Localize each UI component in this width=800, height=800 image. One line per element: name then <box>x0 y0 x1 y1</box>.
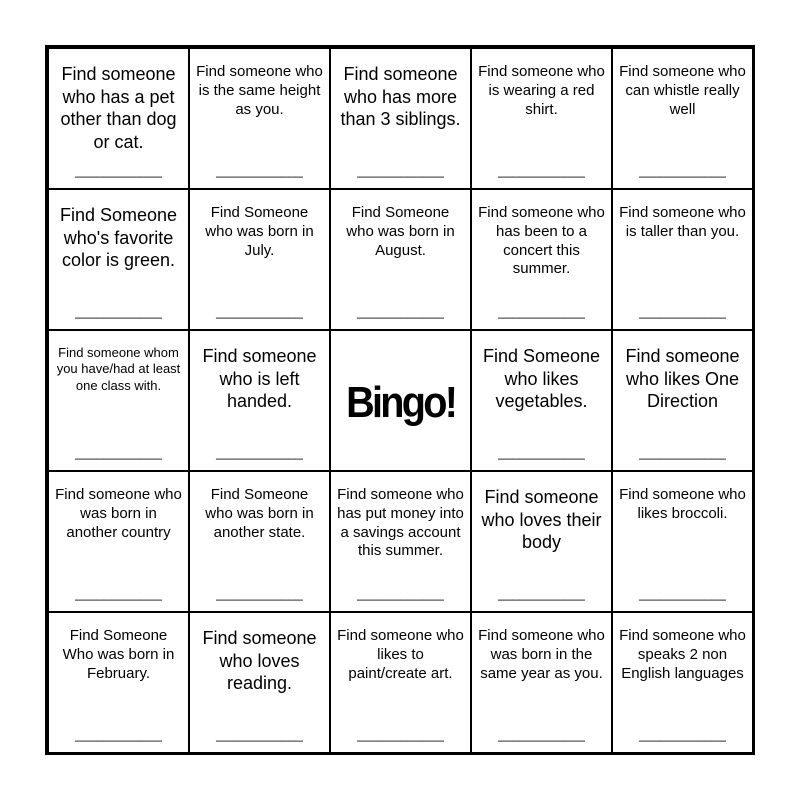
signature-line: ____________ <box>639 445 726 460</box>
bingo-cell <box>189 471 330 612</box>
bingo-cell <box>471 612 612 753</box>
cell-prompt: Find Someone who was born in August. <box>346 204 455 259</box>
signature-line: ____________ <box>357 163 444 178</box>
signature-line: ____________ <box>498 445 585 460</box>
bingo-cell <box>471 471 612 612</box>
bingo-cell <box>48 48 189 189</box>
bingo-cell <box>471 330 612 471</box>
cell-prompt: Find someone who speaks 2 non English languages <box>619 627 746 682</box>
bingo-cell <box>189 48 330 189</box>
bingo-cell <box>612 330 753 471</box>
bingo-cell <box>612 471 753 612</box>
signature-line: ____________ <box>357 586 444 601</box>
bingo-board <box>45 45 755 755</box>
signature-line: ____________ <box>639 304 726 319</box>
signature-line: ____________ <box>216 445 303 460</box>
bingo-cell <box>612 189 753 330</box>
cell-prompt: Find Someone who likes vegetables. <box>482 346 601 411</box>
signature-line: ____________ <box>639 727 726 742</box>
bingo-cell <box>48 330 189 471</box>
cell-prompt: Find someone who has put money into a savings account this summer. <box>337 486 464 560</box>
bingo-cell <box>471 189 612 330</box>
signature-line: ____________ <box>75 727 162 742</box>
cell-prompt: Find someone who is left handed. <box>202 346 317 411</box>
signature-line: ____________ <box>75 445 162 460</box>
bingo-cell <box>48 612 189 753</box>
cell-prompt: Find Someone Who was born in February. <box>62 627 175 682</box>
cell-prompt: Find someone who likes broccoli. <box>619 486 746 522</box>
signature-line: ____________ <box>216 304 303 319</box>
signature-line: ____________ <box>498 304 585 319</box>
bingo-cell <box>330 189 471 330</box>
bingo-cell <box>189 189 330 330</box>
cell-prompt: Find someone who is wearing a red shirt. <box>478 63 605 118</box>
bingo-cell <box>330 48 471 189</box>
bingo-cell <box>612 612 753 753</box>
cell-prompt: Find someone who was born in the same year as you. <box>478 627 605 682</box>
signature-line: ____________ <box>639 586 726 601</box>
cell-prompt: Find Someone who was born in July. <box>205 204 314 259</box>
cell-prompt: Find someone who has more than 3 siblings. <box>340 64 461 129</box>
bingo-cell <box>330 612 471 753</box>
signature-line: ____________ <box>216 727 303 742</box>
bingo-cell <box>48 189 189 330</box>
signature-line: ____________ <box>75 304 162 319</box>
bingo-cell <box>330 471 471 612</box>
cell-prompt: Find someone who has been to a concert this summer. <box>478 204 605 278</box>
bingo-logo: Bingo! <box>345 377 456 427</box>
cell-prompt: Find someone who likes to paint/create art. <box>337 627 464 682</box>
cell-prompt: Find someone whom you have/had at least one class with. <box>56 345 181 393</box>
free-space <box>330 330 471 471</box>
bingo-cell <box>189 330 330 471</box>
signature-line: ____________ <box>357 304 444 319</box>
cell-prompt: Find someone who has a pet other than dog or cat. <box>60 64 177 152</box>
cell-prompt: Find Someone who's favorite color is green. <box>59 205 178 270</box>
cell-prompt: Find someone who loves reading. <box>202 628 317 693</box>
cell-prompt: Find someone who loves their body <box>481 487 602 552</box>
signature-line: ____________ <box>498 163 585 178</box>
cell-prompt: Find someone who was born in another country <box>55 486 182 541</box>
cell-prompt: Find Someone who was born in another state. <box>205 486 314 541</box>
signature-line: ____________ <box>216 163 303 178</box>
bingo-cell <box>48 471 189 612</box>
cell-prompt: Find someone who likes One Direction <box>625 346 740 411</box>
signature-line: ____________ <box>498 586 585 601</box>
cell-prompt: Find someone who is the same height as you. <box>196 63 323 118</box>
cell-prompt: Find someone who can whistle really well <box>619 63 746 118</box>
signature-line: ____________ <box>357 727 444 742</box>
signature-line: ____________ <box>75 586 162 601</box>
bingo-cell <box>612 48 753 189</box>
cell-prompt: Find someone who is taller than you. <box>619 204 746 240</box>
bingo-cell <box>471 48 612 189</box>
bingo-cell <box>189 612 330 753</box>
signature-line: ____________ <box>498 727 585 742</box>
signature-line: ____________ <box>639 163 726 178</box>
signature-line: ____________ <box>75 163 162 178</box>
signature-line: ____________ <box>216 586 303 601</box>
